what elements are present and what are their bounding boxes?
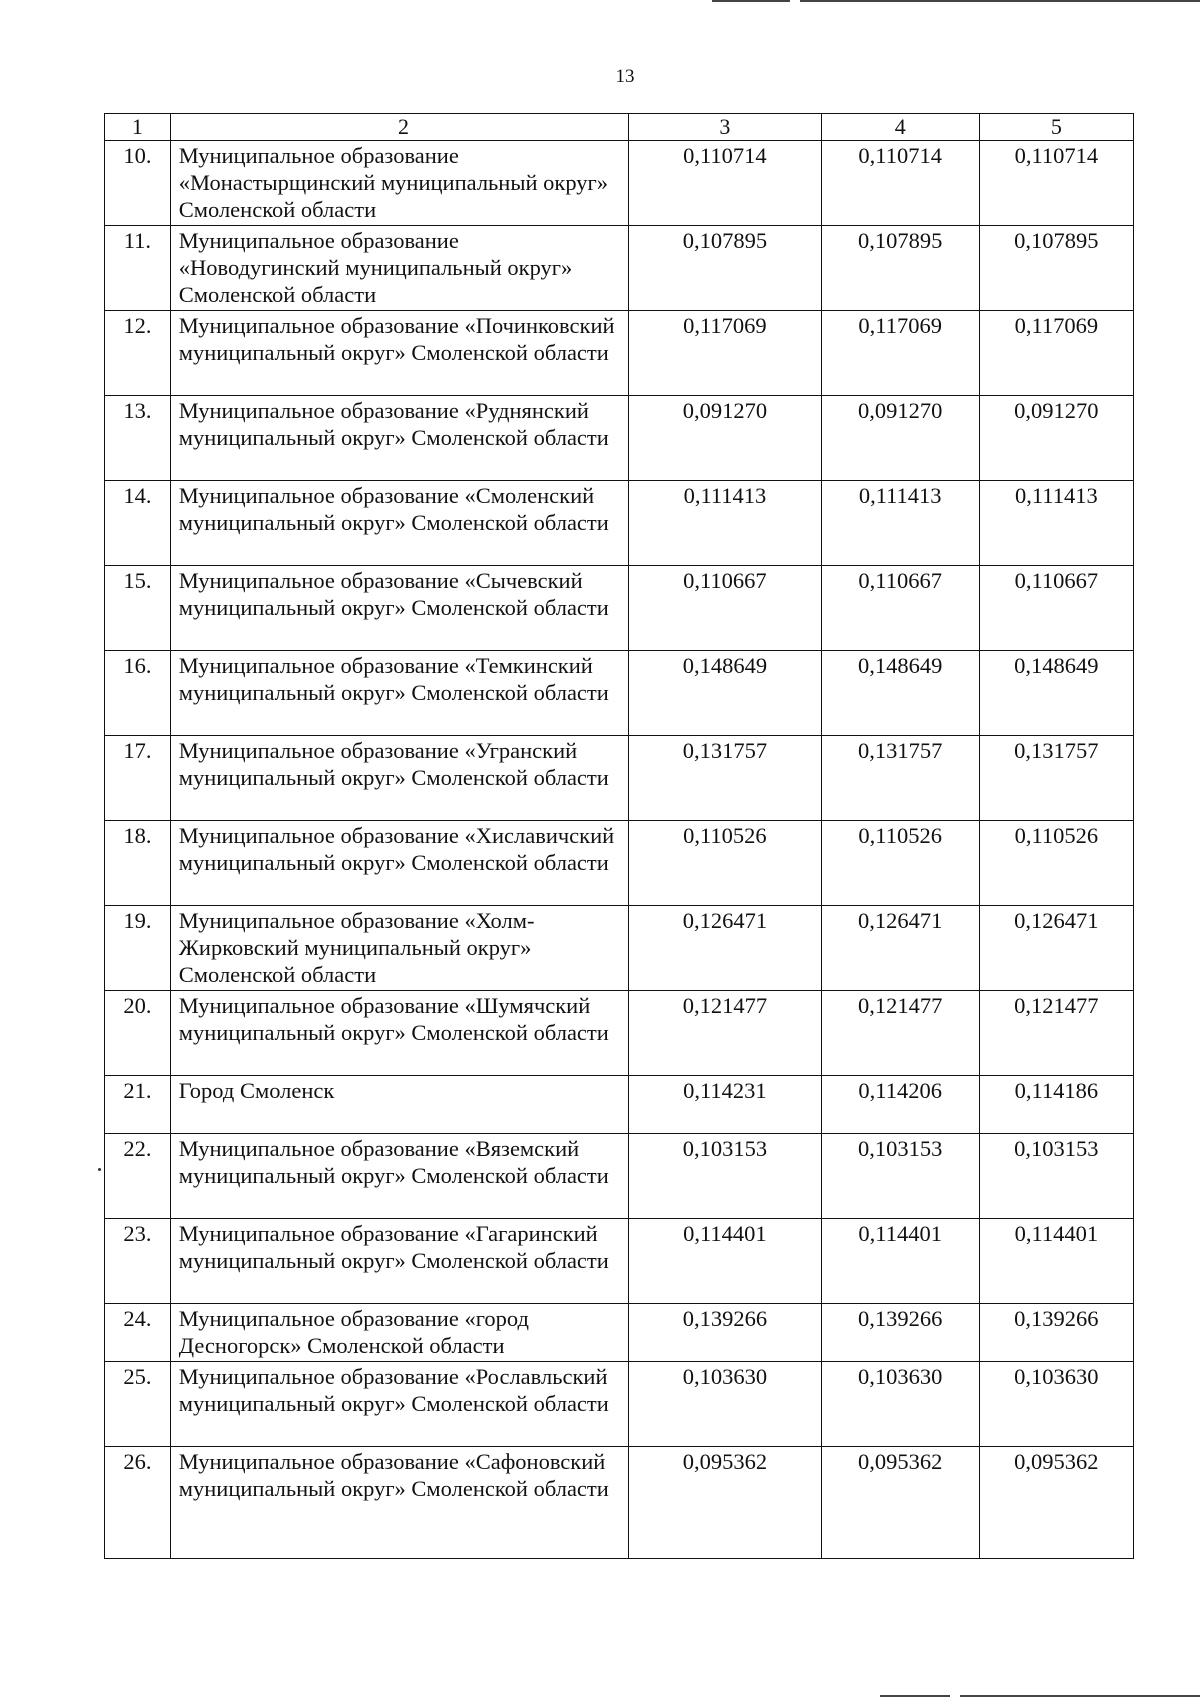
municipality-name-cell: Муниципальное образование «Темкинский муниципальный округ» Смоленской области	[170, 651, 628, 736]
scan-edge-line	[712, 0, 790, 2]
table-row	[105, 1362, 1134, 1447]
column-header-4: 4	[821, 114, 979, 141]
row-number-cell: 25.	[105, 1362, 171, 1447]
value-col4-cell: 0,139266	[821, 1304, 979, 1362]
scan-speck	[98, 1168, 101, 1171]
value-col4-cell: 0,091270	[821, 396, 979, 481]
row-number-cell: 17.	[105, 736, 171, 821]
value-col3-cell: 0,103153	[629, 1134, 821, 1219]
row-number-cell: 20.	[105, 991, 171, 1076]
municipality-name-cell: Муниципальное образование «Монастырщинский муниципальный округ» Смоленской области	[170, 141, 628, 226]
municipality-name-cell: Муниципальное образование «Вяземский муниципальный округ» Смоленской области	[170, 1134, 628, 1219]
table-row	[105, 311, 1134, 396]
value-col4-cell: 0,110667	[821, 566, 979, 651]
table-row	[105, 1076, 1134, 1134]
table-row	[105, 141, 1134, 226]
row-number-cell: 22.	[105, 1134, 171, 1219]
column-header-2: 2	[170, 114, 628, 141]
row-number-cell: 10.	[105, 141, 171, 226]
value-col3-cell: 0,131757	[629, 736, 821, 821]
municipality-name-cell: Муниципальное образование «Сычевский муниципальный округ» Смоленской области	[170, 566, 628, 651]
coefficients-table	[104, 113, 1134, 1559]
table-row	[105, 736, 1134, 821]
municipality-name-cell: Муниципальное образование «Починковский муниципальный округ» Смоленской области	[170, 311, 628, 396]
value-col5-cell: 0,110714	[979, 141, 1133, 226]
value-col3-cell: 0,139266	[629, 1304, 821, 1362]
row-number-cell: 24.	[105, 1304, 171, 1362]
column-header-5: 5	[979, 114, 1133, 141]
municipality-name-cell: Муниципальное образование «Шумячский муниципальный округ» Смоленской области	[170, 991, 628, 1076]
value-col4-cell: 0,148649	[821, 651, 979, 736]
municipality-name-cell: Муниципальное образование «Гагаринский муниципальный округ» Смоленской области	[170, 1219, 628, 1304]
value-col3-cell: 0,095362	[629, 1447, 821, 1559]
table-header-row	[105, 114, 1134, 141]
row-number-cell: 11.	[105, 226, 171, 311]
table-row	[105, 1134, 1134, 1219]
value-col3-cell: 0,110714	[629, 141, 821, 226]
value-col5-cell: 0,111413	[979, 481, 1133, 566]
table-row	[105, 906, 1134, 991]
value-col3-cell: 0,091270	[629, 396, 821, 481]
value-col4-cell: 0,131757	[821, 736, 979, 821]
table-row	[105, 481, 1134, 566]
municipality-name-cell: Муниципальное образование «Руднянский муниципальный округ» Смоленской области	[170, 396, 628, 481]
value-col5-cell: 0,121477	[979, 991, 1133, 1076]
value-col5-cell: 0,131757	[979, 736, 1133, 821]
row-number-cell: 15.	[105, 566, 171, 651]
municipality-name-cell: Муниципальное образование «Хиславичский муниципальный округ» Смоленской области	[170, 821, 628, 906]
table-row	[105, 1219, 1134, 1304]
value-col5-cell: 0,103630	[979, 1362, 1133, 1447]
value-col4-cell: 0,117069	[821, 311, 979, 396]
table-row	[105, 1304, 1134, 1362]
value-col3-cell: 0,103630	[629, 1362, 821, 1447]
table-row	[105, 1447, 1134, 1559]
value-col5-cell: 0,148649	[979, 651, 1133, 736]
row-number-cell: 26.	[105, 1447, 171, 1559]
value-col5-cell: 0,126471	[979, 906, 1133, 991]
municipality-name-cell: Город Смоленск	[170, 1076, 628, 1134]
value-col3-cell: 0,114231	[629, 1076, 821, 1134]
table-body	[105, 141, 1134, 1559]
value-col5-cell: 0,110526	[979, 821, 1133, 906]
municipality-name-cell: Муниципальное образование «город Десногорск» Смоленской области	[170, 1304, 628, 1362]
page-number: 13	[615, 66, 635, 87]
table-row	[105, 991, 1134, 1076]
value-col4-cell: 0,126471	[821, 906, 979, 991]
value-col4-cell: 0,110526	[821, 821, 979, 906]
row-number-cell: 18.	[105, 821, 171, 906]
value-col3-cell: 0,126471	[629, 906, 821, 991]
row-number-cell: 16.	[105, 651, 171, 736]
value-col5-cell: 0,103153	[979, 1134, 1133, 1219]
municipality-name-cell: Муниципальное образование «Сафоновский муниципальный округ» Смоленской области	[170, 1447, 628, 1559]
value-col4-cell: 0,111413	[821, 481, 979, 566]
scan-edge-line	[880, 1695, 950, 1697]
municipality-name-cell: Муниципальное образование «Новодугинский муниципальный округ» Смоленской области	[170, 226, 628, 311]
row-number-cell: 23.	[105, 1219, 171, 1304]
municipality-name-cell: Муниципальное образование «Рославльский муниципальный округ» Смоленской области	[170, 1362, 628, 1447]
table-row	[105, 226, 1134, 311]
value-col4-cell: 0,107895	[821, 226, 979, 311]
value-col4-cell: 0,103153	[821, 1134, 979, 1219]
value-col4-cell: 0,095362	[821, 1447, 979, 1559]
row-number-cell: 12.	[105, 311, 171, 396]
column-header-3: 3	[629, 114, 821, 141]
value-col4-cell: 0,103630	[821, 1362, 979, 1447]
value-col5-cell: 0,117069	[979, 311, 1133, 396]
value-col3-cell: 0,148649	[629, 651, 821, 736]
scan-edge-line	[960, 1695, 1200, 1697]
value-col5-cell: 0,107895	[979, 226, 1133, 311]
value-col4-cell: 0,114401	[821, 1219, 979, 1304]
municipality-name-cell: Муниципальное образование «Смоленский муниципальный округ» Смоленской области	[170, 481, 628, 566]
row-number-cell: 14.	[105, 481, 171, 566]
municipality-name-cell: Муниципальное образование «Холм-Жирковский муниципальный округ» Смоленской области	[170, 906, 628, 991]
value-col3-cell: 0,110526	[629, 821, 821, 906]
value-col3-cell: 0,110667	[629, 566, 821, 651]
value-col4-cell: 0,110714	[821, 141, 979, 226]
table-row	[105, 396, 1134, 481]
value-col5-cell: 0,091270	[979, 396, 1133, 481]
table-row	[105, 651, 1134, 736]
table-row	[105, 566, 1134, 651]
value-col5-cell: 0,114186	[979, 1076, 1133, 1134]
column-header-1: 1	[105, 114, 171, 141]
value-col3-cell: 0,114401	[629, 1219, 821, 1304]
value-col3-cell: 0,111413	[629, 481, 821, 566]
row-number-cell: 21.	[105, 1076, 171, 1134]
row-number-cell: 13.	[105, 396, 171, 481]
municipality-name-cell: Муниципальное образование «Угранский муниципальный округ» Смоленской области	[170, 736, 628, 821]
value-col3-cell: 0,117069	[629, 311, 821, 396]
table-row	[105, 821, 1134, 906]
value-col4-cell: 0,121477	[821, 991, 979, 1076]
value-col3-cell: 0,107895	[629, 226, 821, 311]
value-col5-cell: 0,114401	[979, 1219, 1133, 1304]
value-col3-cell: 0,121477	[629, 991, 821, 1076]
scan-edge-line	[800, 0, 1200, 2]
value-col5-cell: 0,110667	[979, 566, 1133, 651]
value-col5-cell: 0,095362	[979, 1447, 1133, 1559]
value-col4-cell: 0,114206	[821, 1076, 979, 1134]
value-col5-cell: 0,139266	[979, 1304, 1133, 1362]
row-number-cell: 19.	[105, 906, 171, 991]
